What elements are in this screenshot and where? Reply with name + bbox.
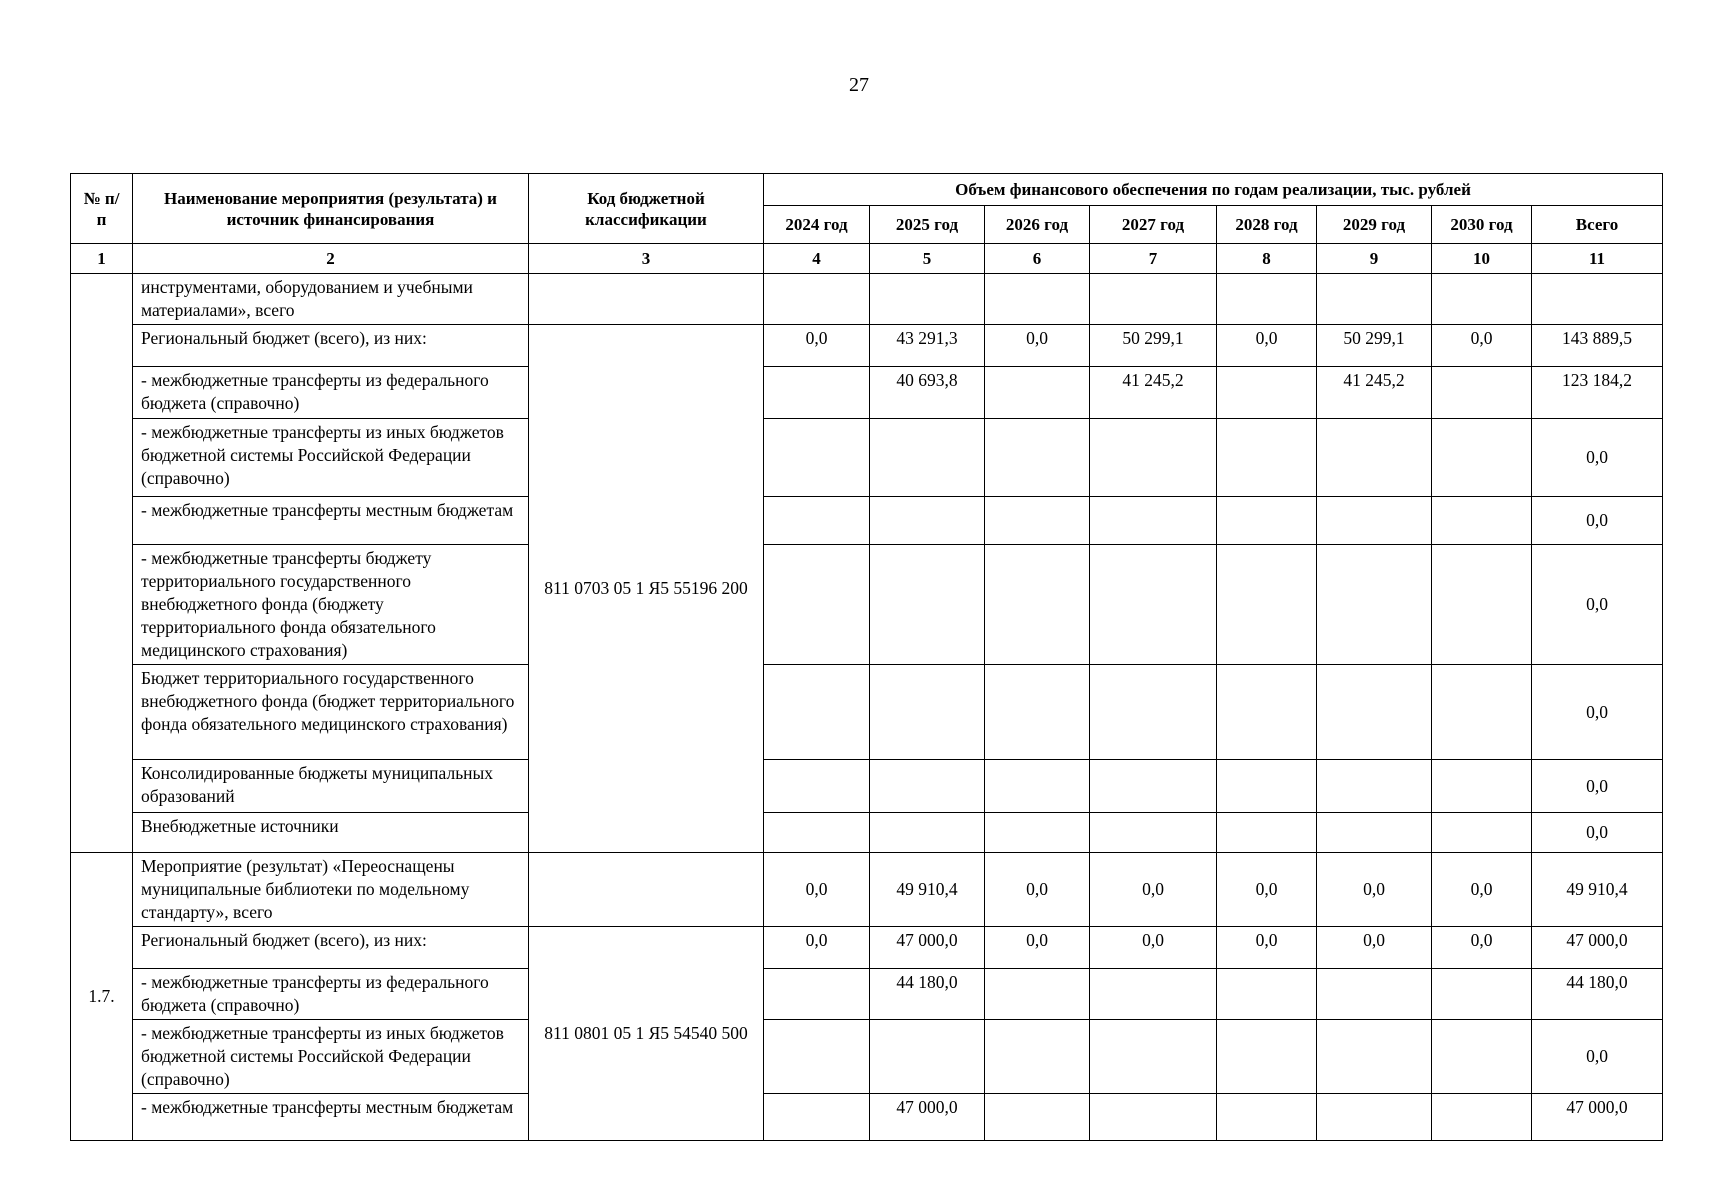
- header-total: Всего: [1532, 206, 1663, 244]
- value-cell: 40 693,8: [870, 367, 985, 419]
- table-row: [71, 274, 1663, 325]
- item-name-cell: - межбюджетные трансферты из иных бюджетов бюджетной системы Российской Федерации (справочно): [133, 1020, 529, 1094]
- value-cell: [764, 969, 870, 1020]
- value-cell: [1217, 760, 1317, 813]
- item-name-cell: Бюджет территориального государственного внебюджетного фонда (бюджет территориального фонда обязательного медицинского страхования): [133, 665, 529, 760]
- header-code: Код бюджетной классификации: [529, 174, 764, 244]
- header-year: 2028 год: [1217, 206, 1317, 244]
- value-cell: [1432, 665, 1532, 760]
- page-number: 27: [849, 74, 869, 96]
- value-cell: [985, 1020, 1090, 1094]
- table-row: [71, 760, 1663, 813]
- column-number: 10: [1432, 244, 1532, 274]
- value-cell: 49 910,4: [870, 853, 985, 927]
- total-cell: 123 184,2: [1532, 367, 1663, 419]
- value-cell: [1217, 665, 1317, 760]
- column-number: 2: [133, 244, 529, 274]
- value-cell: [1317, 419, 1432, 497]
- value-cell: [1317, 274, 1432, 325]
- value-cell: 50 299,1: [1090, 325, 1217, 367]
- item-name-cell: Региональный бюджет (всего), из них:: [133, 325, 529, 367]
- value-cell: 0,0: [764, 325, 870, 367]
- value-cell: [764, 1094, 870, 1141]
- column-number: 7: [1090, 244, 1217, 274]
- value-cell: [1090, 419, 1217, 497]
- value-cell: [985, 274, 1090, 325]
- total-cell: 47 000,0: [1532, 927, 1663, 969]
- value-cell: [1217, 367, 1317, 419]
- value-cell: [1432, 497, 1532, 545]
- value-cell: 0,0: [764, 853, 870, 927]
- value-cell: [985, 760, 1090, 813]
- financing-table: [70, 173, 1663, 1141]
- value-cell: [1432, 760, 1532, 813]
- table-row: [71, 969, 1663, 1020]
- value-cell: 47 000,0: [870, 927, 985, 969]
- column-number: 8: [1217, 244, 1317, 274]
- value-cell: [1432, 1020, 1532, 1094]
- column-number: 4: [764, 244, 870, 274]
- value-cell: [1217, 969, 1317, 1020]
- value-cell: [1090, 665, 1217, 760]
- value-cell: [985, 545, 1090, 665]
- total-cell: 47 000,0: [1532, 1094, 1663, 1141]
- value-cell: 0,0: [985, 853, 1090, 927]
- item-name-cell: Консолидированные бюджеты муниципальных образований: [133, 760, 529, 813]
- value-cell: [764, 760, 870, 813]
- total-cell: 0,0: [1532, 760, 1663, 813]
- value-cell: [870, 760, 985, 813]
- total-cell: 49 910,4: [1532, 853, 1663, 927]
- value-cell: [764, 274, 870, 325]
- table-row: [71, 497, 1663, 545]
- header-year: 2027 год: [1090, 206, 1217, 244]
- value-cell: 0,0: [985, 927, 1090, 969]
- value-cell: [1090, 969, 1217, 1020]
- value-cell: [764, 813, 870, 853]
- row-number-cell: [71, 274, 133, 853]
- value-cell: [1432, 969, 1532, 1020]
- header-volume: Объем финансового обеспечения по годам реализации, тыс. рублей: [764, 174, 1663, 206]
- total-cell: 0,0: [1532, 497, 1663, 545]
- value-cell: [985, 969, 1090, 1020]
- value-cell: 0,0: [1317, 927, 1432, 969]
- item-name-cell: Внебюджетные источники: [133, 813, 529, 853]
- value-cell: [1217, 497, 1317, 545]
- value-cell: [1090, 545, 1217, 665]
- header-num: № п/п: [71, 174, 133, 244]
- value-cell: [1432, 367, 1532, 419]
- value-cell: [870, 274, 985, 325]
- value-cell: 0,0: [1217, 927, 1317, 969]
- item-name-cell: - межбюджетные трансферты из иных бюджетов бюджетной системы Российской Федерации (справочно): [133, 419, 529, 497]
- value-cell: 41 245,2: [1090, 367, 1217, 419]
- item-name-cell: - межбюджетные трансферты местным бюджетам: [133, 497, 529, 545]
- total-cell: 0,0: [1532, 813, 1663, 853]
- item-name-cell: - межбюджетные трансферты из федерального бюджета (справочно): [133, 969, 529, 1020]
- budget-code-cell: 811 0801 05 1 Я5 54540 500: [529, 927, 764, 1141]
- total-cell: 143 889,5: [1532, 325, 1663, 367]
- value-cell: [985, 665, 1090, 760]
- value-cell: 0,0: [764, 927, 870, 969]
- value-cell: [1217, 1020, 1317, 1094]
- column-number: 1: [71, 244, 133, 274]
- header-year: 2030 год: [1432, 206, 1532, 244]
- total-cell: 0,0: [1532, 1020, 1663, 1094]
- total-cell: 44 180,0: [1532, 969, 1663, 1020]
- table-row: [71, 419, 1663, 497]
- row-number-cell: 1.7.: [71, 853, 133, 1141]
- total-cell: 0,0: [1532, 545, 1663, 665]
- value-cell: [1090, 813, 1217, 853]
- header-year: 2026 год: [985, 206, 1090, 244]
- value-cell: 0,0: [1317, 853, 1432, 927]
- value-cell: [870, 813, 985, 853]
- value-cell: [1317, 969, 1432, 1020]
- table-row: [71, 1094, 1663, 1141]
- value-cell: [985, 419, 1090, 497]
- table-row: [71, 927, 1663, 969]
- value-cell: [870, 497, 985, 545]
- value-cell: [1432, 813, 1532, 853]
- value-cell: [1432, 545, 1532, 665]
- value-cell: [1217, 1094, 1317, 1141]
- value-cell: [1090, 760, 1217, 813]
- value-cell: [985, 813, 1090, 853]
- value-cell: [1317, 497, 1432, 545]
- table-row: [71, 1020, 1663, 1094]
- value-cell: [1432, 419, 1532, 497]
- value-cell: [764, 1020, 870, 1094]
- value-cell: 0,0: [1217, 325, 1317, 367]
- code-cell-empty: [529, 274, 764, 325]
- value-cell: [1317, 1020, 1432, 1094]
- value-cell: [1090, 1020, 1217, 1094]
- budget-code-cell: 811 0703 05 1 Я5 55196 200: [529, 325, 764, 853]
- value-cell: [764, 367, 870, 419]
- value-cell: [1317, 545, 1432, 665]
- value-cell: [764, 665, 870, 760]
- table-row: [71, 665, 1663, 760]
- value-cell: [870, 419, 985, 497]
- table-row: [71, 853, 1663, 927]
- value-cell: [1090, 497, 1217, 545]
- value-cell: 50 299,1: [1317, 325, 1432, 367]
- value-cell: 44 180,0: [870, 969, 985, 1020]
- value-cell: [1317, 760, 1432, 813]
- column-number: 5: [870, 244, 985, 274]
- value-cell: 0,0: [1090, 927, 1217, 969]
- item-name-cell: Региональный бюджет (всего), из них:: [133, 927, 529, 969]
- value-cell: 0,0: [1432, 927, 1532, 969]
- value-cell: [1217, 419, 1317, 497]
- column-number: 9: [1317, 244, 1432, 274]
- value-cell: [1217, 274, 1317, 325]
- value-cell: 41 245,2: [1317, 367, 1432, 419]
- code-cell-empty: [529, 853, 764, 927]
- value-cell: [870, 665, 985, 760]
- header-year: 2025 год: [870, 206, 985, 244]
- table-row: [71, 325, 1663, 367]
- item-name-cell: - межбюджетные трансферты из федерального бюджета (справочно): [133, 367, 529, 419]
- value-cell: [1432, 1094, 1532, 1141]
- value-cell: 0,0: [1090, 853, 1217, 927]
- total-cell: 0,0: [1532, 665, 1663, 760]
- value-cell: [985, 497, 1090, 545]
- header-year: 2029 год: [1317, 206, 1432, 244]
- value-cell: 0,0: [1432, 325, 1532, 367]
- value-cell: 43 291,3: [870, 325, 985, 367]
- value-cell: [1217, 545, 1317, 665]
- table-row: [71, 545, 1663, 665]
- value-cell: [1217, 813, 1317, 853]
- total-cell: [1532, 274, 1663, 325]
- value-cell: [1317, 665, 1432, 760]
- item-name-cell: Мероприятие (результат) «Переоснащены муниципальные библиотеки по модельному стандарту», всего: [133, 853, 529, 927]
- value-cell: [1317, 813, 1432, 853]
- value-cell: [870, 545, 985, 665]
- total-cell: 0,0: [1532, 419, 1663, 497]
- value-cell: [764, 545, 870, 665]
- value-cell: [1432, 274, 1532, 325]
- value-cell: 0,0: [1432, 853, 1532, 927]
- value-cell: [985, 1094, 1090, 1141]
- table-row: [71, 813, 1663, 853]
- value-cell: [1090, 274, 1217, 325]
- header-year: 2024 год: [764, 206, 870, 244]
- header-name: Наименование мероприятия (результата) и источник финансирования: [133, 174, 529, 244]
- value-cell: 0,0: [1217, 853, 1317, 927]
- item-name-cell: - межбюджетные трансферты бюджету территориального государственного внебюджетного фонда (бюджету территориального фонда обязательного медицинского страхования): [133, 545, 529, 665]
- value-cell: [985, 367, 1090, 419]
- value-cell: 0,0: [985, 325, 1090, 367]
- value-cell: 47 000,0: [870, 1094, 985, 1141]
- value-cell: [1317, 1094, 1432, 1141]
- column-number: 6: [985, 244, 1090, 274]
- column-number: 11: [1532, 244, 1663, 274]
- value-cell: [1090, 1094, 1217, 1141]
- value-cell: [764, 497, 870, 545]
- item-name-cell: - межбюджетные трансферты местным бюджетам: [133, 1094, 529, 1141]
- value-cell: [870, 1020, 985, 1094]
- column-number: 3: [529, 244, 764, 274]
- value-cell: [764, 419, 870, 497]
- table-row: [71, 367, 1663, 419]
- item-name-cell: инструментами, оборудованием и учебными материалами», всего: [133, 274, 529, 325]
